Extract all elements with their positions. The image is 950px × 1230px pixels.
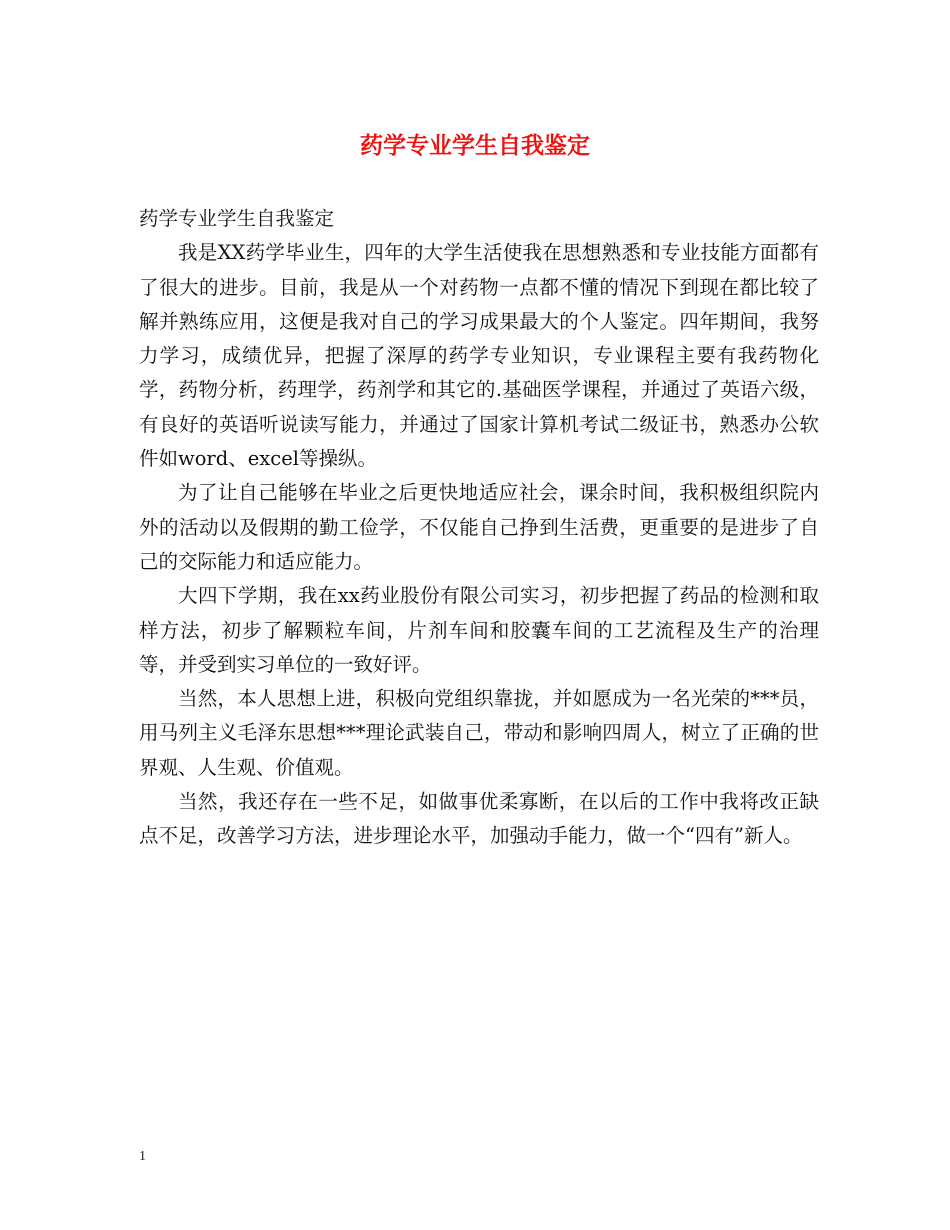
document-subtitle: 药学专业学生自我鉴定: [139, 207, 335, 230]
paragraph-3: 大四下学期，我在xx药业股份有限公司实习，初步把握了药品的检测和取样方法，初步了解颗粒车间，片剂车间和胶囊车间的工艺流程及生产的治理等，并受到实习单位的一致好评。: [139, 584, 819, 676]
document-body: [139, 202, 819, 854]
paragraph-1: 我是XX药学毕业生，四年的大学生活使我在思想熟悉和专业技能方面都有了很大的进步。目前，我是从一个对药物一点都不懂的情况下到现在都比较了解并熟练应用，这便是我对自己的学习成果最大的个人鉴定。四年期间，我努力学习，成绩优异，把握了深厚的药学专业知识，专业课程主要有我药物化学，药物分析，药理学，药剂学和其它的.基础医学课程，并通过了英语六级，有良好的英语听说读写能力，并通过了国家计算机考试二级证书，熟悉办公软件如word、excel等操纵。: [139, 241, 819, 471]
paragraph-5: 当然，我还存在一些不足，如做事优柔寡断，在以后的工作中我将改正缺点不足，改善学习方法，进步理论水平，加强动手能力，做一个“四有”新人。: [139, 790, 819, 848]
document-title: 药学专业学生自我鉴定: [360, 132, 590, 159]
paragraph-4: 当然，本人思想上进，积极向党组织靠拢，并如愿成为一名光荣的***员，用马列主义毛泽东思想***理论武装自己，带动和影响四周人，树立了正确的世界观、人生观、价值观。: [139, 687, 819, 779]
page-number: 1: [139, 1149, 146, 1164]
paragraph-2: 为了让自己能够在毕业之后更快地适应社会，课余时间，我积极组织院内外的活动以及假期的勤工俭学，不仅能自己挣到生活费，更重要的是进步了自己的交际能力和适应能力。: [139, 481, 819, 573]
